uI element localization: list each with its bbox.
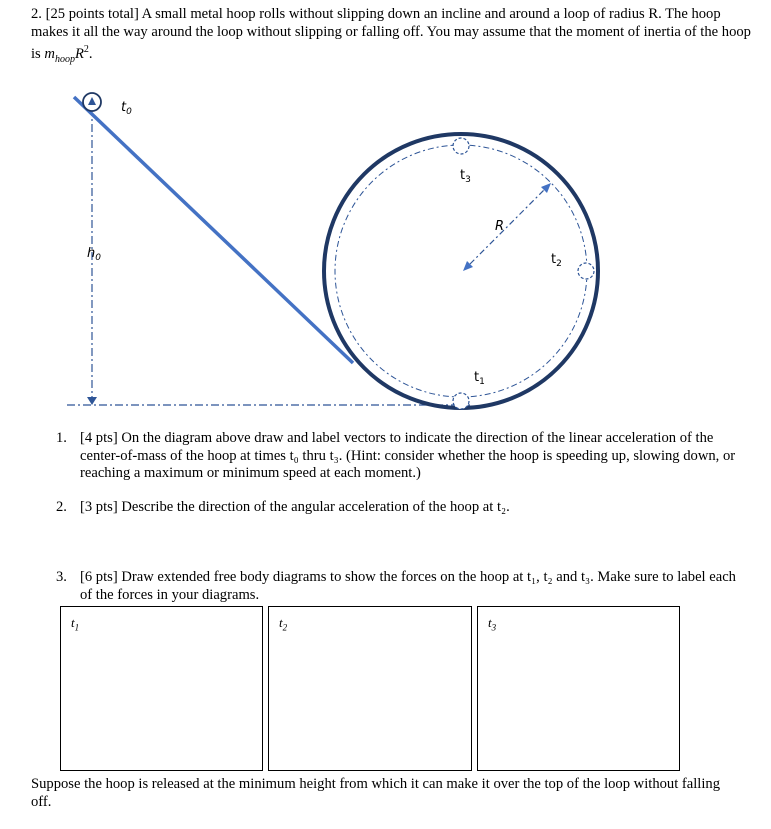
moi-m: m (44, 45, 55, 62)
question-3-text: Draw extended free body diagrams to show the forces on the hoop at t₁, t₂ and t₃. Make sure to label each of the forces in your diagrams. (80, 569, 736, 603)
label-R: R (495, 219, 505, 234)
fbd-box-t3[interactable] (477, 606, 680, 771)
question-2-text: Describe the direction of the angular acceleration of the hoop at t₂. (117, 499, 510, 515)
closing-paragraph: Suppose the hoop is released at the minimum height from which it can make it over the top of the loop without falling off. (31, 776, 721, 810)
question-1-text: On the diagram above draw and label vectors to indicate the direction of the linear acceleration of the center-of-mass of the hoop at times t₀ thru t₃. (Hint: consider whether the hoop is speeding up, slowing down, or reaching a maximum or minimum speed at each moment.) (80, 430, 736, 481)
moi-R: R (74, 45, 84, 62)
problem-points: [25 points total] (45, 6, 139, 22)
label-t1: $t_1$ (474, 370, 485, 387)
problem-intro (31, 6, 751, 68)
fbd-box-t3-label: $t_3$ (488, 615, 497, 633)
question-3 (56, 569, 746, 604)
fbd-box-t2-label: $t_2$ (279, 615, 288, 633)
question-2-number: 2. (56, 499, 67, 515)
loop-diagram (0, 85, 771, 425)
moi-exp: 2 (83, 44, 89, 55)
label-h0: $h_0$ (87, 246, 101, 263)
fbd-box-t1[interactable] (60, 606, 263, 771)
question-3-number: 3. (56, 569, 67, 585)
hoop-t3 (453, 138, 469, 154)
problem-text-end: . (88, 45, 93, 62)
problem-number: 2. (31, 6, 42, 22)
radius-line (470, 190, 544, 264)
label-t2: $t_2$ (551, 252, 562, 269)
height-guide-arrow-icon (87, 397, 97, 405)
label-t3: $t_3$ (460, 168, 471, 185)
question-1-number: 1. (56, 430, 67, 446)
question-1-points: [4 pts] (80, 430, 118, 446)
hoop-t1 (453, 393, 469, 409)
fbd-box-t2[interactable] (268, 606, 472, 771)
question-2-points: [3 pts] (80, 499, 118, 515)
problem-text: A small metal hoop rolls without slipping down an incline and around a loop of radius R. The hoop makes it all the way around the loop without slipping or falling off. You may assume that the moment of inertia of the hoop is (31, 6, 751, 62)
incline-ramp (74, 97, 353, 363)
question-2 (56, 499, 746, 517)
question-3-points: [6 pts] (80, 569, 118, 585)
question-1 (56, 430, 746, 483)
label-t0: $t_0$ (121, 100, 132, 117)
hoop-t2 (578, 263, 594, 279)
fbd-box-t1-label: $t_1$ (71, 615, 80, 633)
moi-sub: hoop (54, 53, 75, 65)
